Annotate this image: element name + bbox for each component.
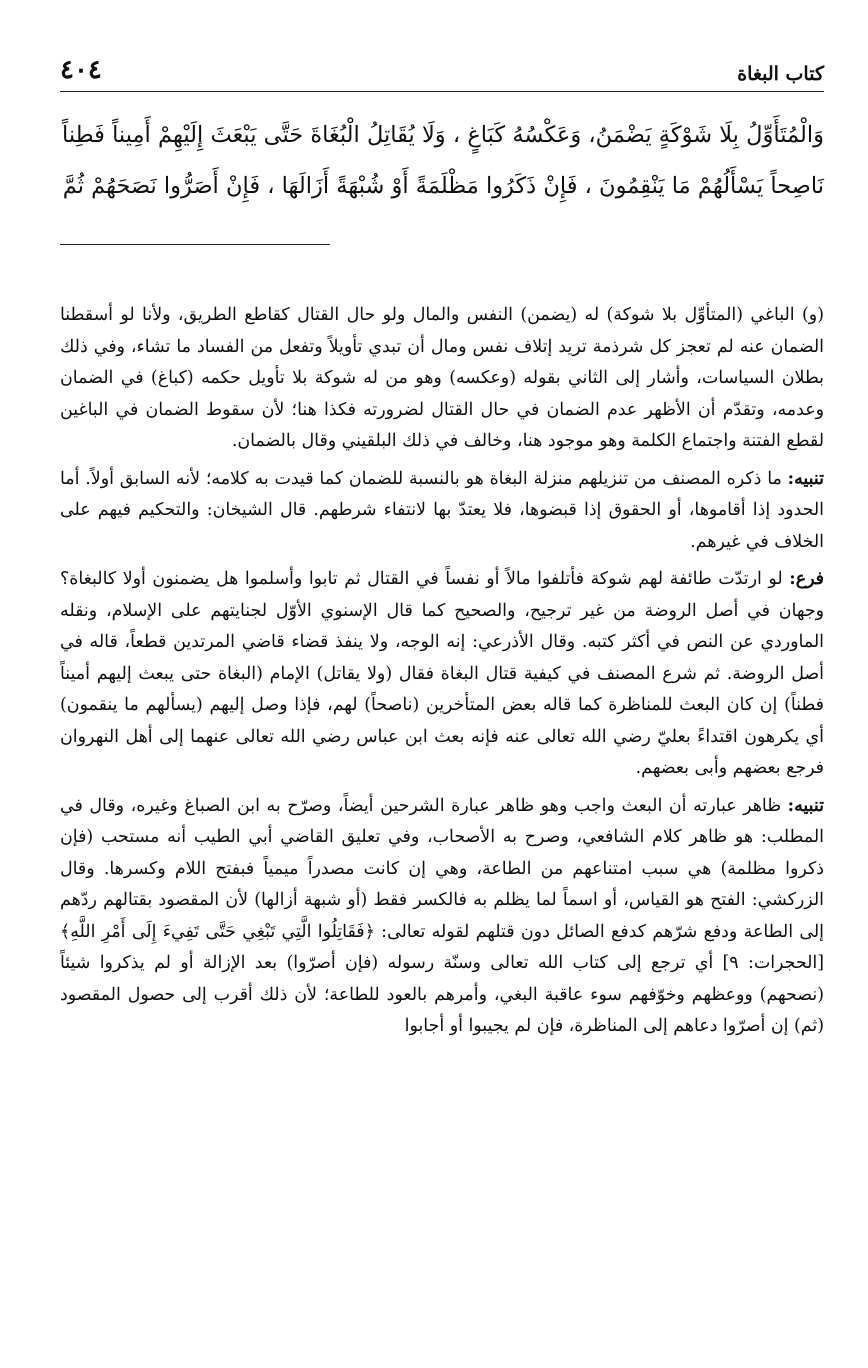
page-header bbox=[60, 52, 824, 92]
paragraph-text: ما ذكره المصنف من تنزيلهم منزلة البغاة هو بالنسبة للضمان كما قيدت به كلامه؛ لأنه السابق أولاً. أما الحدود إذا أقاموها، أو الحقوق إذا قبضوها، فلا يعتدّ بها لانتفاء شرطهم. قال الشيخان: والتحكيم فيهم على الخلاف في غيرهم. bbox=[60, 468, 824, 552]
paragraph-text: لو ارتدّت طائفة لهم شوكة فأتلفوا مالاً أو نفساً في القتال ثم تابوا وأسلموا هل يضمنون أولا كالبغاة؟ وجهان في أصل الروضة من غير ترجيح، والصحيح كما قال الإسنوي الأوّل لجنايتهم على الإسلام، ونقله الماوردي عن النص في أكثر كتبه. وقال الأذرعي: إنه الوجه، ولا ينفذ قضاء قاضي المرتدين قطعاً، قاله في أصل الروضة. ثم شرع المصنف في كيفية قتال البغاة فقال (ولا يقاتل) الإمام (البغاة حتى يبعث إليهم أميناً فطناً) إن كان البعث للمناظرة كما قاله بعض المتأخرين (ناصحاً) لهم، فإذا وصل إليهم (يسألهم ما ينقمون) أي يكرهون اقتداءً بعليّ رضي الله تعالى عنه فإنه بعث ابن عباس رضي الله تعالى عنهما إلى أهل النهروان فرجع بعضهم وأبى بعضهم. bbox=[60, 569, 824, 778]
chapter-title: كتاب البغاة bbox=[737, 63, 824, 85]
paragraph-text: (و) الباغي (المتأوِّل بلا شوكة) له (يضمن) النفس والمال ولو حال القتال كقاطع الطريق، ولأنا لو أسقطنا الضمان عنه لم تعجز كل شرذمة تريد إتلاف نفس ومال أن تبدي تأويلاً وتفعل من الفساد ما تشاء، وفي ذلك بطلان السياسات، وأشار إلى الثاني بقوله (وعكسه) وهو من له شوكة بلا تأويل حكمه (كباغ) في الضمان وعدمه، وتقدّم أن الأظهر عدم الضمان في حال القتال لضرورته فكذا هنا؛ لأن سقوط الضمان في الباغين لقطع الفتنة واجتماع الكلمة وهو موجود هنا، وخالف في ذلك البلقيني وقال بالضمان. bbox=[60, 305, 824, 451]
paragraph-text: ظاهر عبارته أن البعث واجب وهو ظاهر عبارة الشرحين أيضاً، وصرّح به ابن الصباغ وغيره، وقال في المطلب: هو ظاهر كلام الشافعي، وصرح به الأصحاب، وفي تعليق القاضي أبي الطيب أنه مستحب (فإن ذكروا مظلمة) هي سبب امتناعهم من الطاعة، وهي إن كانت مصدراً ميمياً فبفتح اللام وكسرها. وقال الزركشي: الفتح هو القياس، أو اسماً لما يظلم به فالكسر فقط (أو شبهة أزالها) لأن المقصود بقتالهم ردّهم إلى الطاعة ودفع شرّهم كدفع الصائل دون قتلهم لقوله تعالى: ﴿فَقَاتِلُوا الَّتِي تَبْغِي حَتَّى تَفِيءَ إِلَى أَمْرِ اللَّهِ﴾ [الحجرات: ٩] أي ترجع إلى كتاب الله تعالى وسنّة رسوله (فإن أصرّوا) بعد الإزالة أو لم يذكروا شيئاً (نصحهم) ووعظهم وخوّفهم سوء عاقبة البغي، وأمرهم بالعود للطاعة؛ لأن ذلك أقرب إلى حصول المقصود (ثم) إن أصرّوا دعاهم إلى المناظرة، فإن لم يجيبوا أو أجابوا bbox=[60, 795, 824, 1036]
commentary-paragraph bbox=[60, 300, 824, 458]
main-text: وَالْمُتَأَوِّلُ بِلَا شَوْكَةٍ يَضْمَنُ، وَعَكْسُهُ كَبَاغٍ ، وَلَا يُقَاتِلُ الْبُغَاةَ حَتَّى يَبْعَثَ إِلَيْهِمْ أَمِيناً فَطِناً نَاصِحاً يَسْأَلُهُمْ مَا يَنْقِمُونَ ، فَإِنْ ذَكَرُوا مَظْلَمَةً أَوْ شُبْهَةً أَزَالَهَا ، فَإِنْ أَصَرُّوا نَصَحَهُمْ ثُمَّ bbox=[62, 122, 824, 199]
commentary-paragraph bbox=[60, 791, 824, 1043]
commentary bbox=[60, 300, 824, 1043]
commentary-paragraph bbox=[60, 564, 824, 785]
paragraph-lead: فرع: bbox=[789, 569, 824, 589]
paragraph-lead: تنبيه: bbox=[787, 795, 824, 816]
commentary-paragraph bbox=[60, 464, 824, 559]
paragraph-lead: تنبيه: bbox=[787, 468, 824, 489]
text-divider bbox=[60, 244, 330, 245]
page-number: ٤٠٤ bbox=[60, 55, 102, 85]
